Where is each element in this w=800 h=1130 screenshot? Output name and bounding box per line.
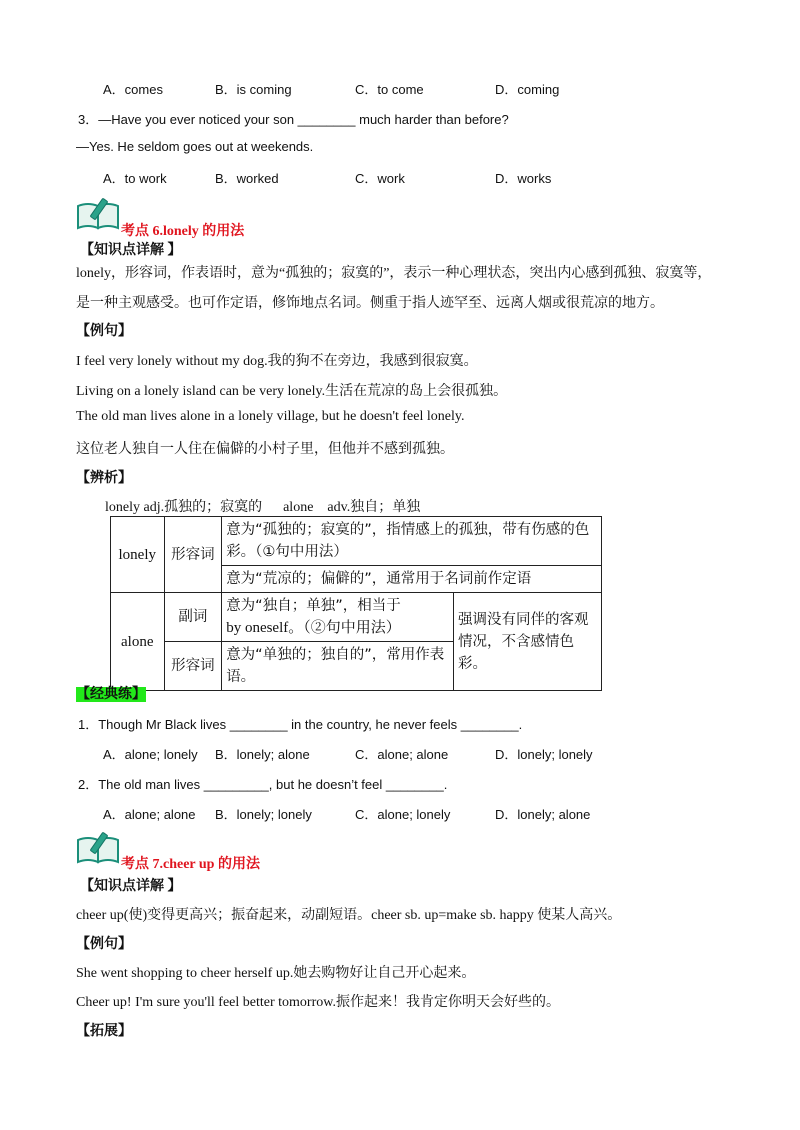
section6-analysis-line: lonely adj.孤独的；寂寞的 alone adv.独自；单独 — [105, 500, 421, 515]
table-word-lonely: lonely — [111, 517, 165, 593]
book-pencil-icon — [76, 196, 122, 230]
table-pos-adjective-2: 形容词 — [164, 642, 222, 691]
table-word-alone: alone — [111, 593, 165, 691]
section7-title: 考点 7.cheer up 的用法 — [121, 857, 260, 872]
practice-q1-option-c: C．alone; alone — [355, 747, 449, 762]
section7-example-label: 【例句】 — [76, 937, 132, 952]
q2-option-b: B．is coming — [215, 82, 292, 97]
section7-example-2: Cheer up! I'm sure you'll feel better tomorrow.振作起来！我肯定你明天会好些的。 — [76, 995, 560, 1010]
q3-option-d: D．works — [495, 171, 552, 186]
practice-q1-option-d: D．lonely; lonely — [495, 747, 593, 762]
table-alone-note: 强调没有同伴的客观情况，不含感情色彩。 — [454, 593, 602, 691]
q3-option-b: B．worked — [215, 171, 279, 186]
section6-explain-line1: lonely，形容词，作表语时，意为“孤独的；寂寞的”，表示一种心理状态，突出内心感到孤独、寂寞等， — [76, 266, 712, 281]
table-alone-meaning-1a: 意为“独自；单独”，相当于 — [226, 598, 401, 614]
practice-q2-option-c: C．alone; lonely — [355, 807, 451, 822]
practice-q2-option-a: A．alone; alone — [103, 807, 196, 822]
practice-q1-stem: 1．Though Mr Black lives ________ in the country, he never feels ________. — [78, 717, 523, 732]
section6-example-1: I feel very lonely without my dog.我的狗不在旁边，我感到很寂寞。 — [76, 354, 478, 369]
practice-q2-stem: 2．The old man lives _________, but he doesn’t feel ________. — [78, 777, 448, 792]
q2-option-a: A．comes — [103, 82, 163, 97]
section6-knowledge-label: 【知识点详解 】 — [80, 243, 182, 258]
q2-option-d: D．coming — [495, 82, 560, 97]
book-pencil-icon — [76, 830, 122, 864]
section6-analysis-label: 【辨析】 — [76, 471, 132, 486]
section7-extend-label: 【拓展】 — [76, 1024, 132, 1039]
practice-q1-option-a: A．alone; lonely — [103, 747, 198, 762]
practice-label: 【经典练】 — [76, 687, 146, 702]
section6-example-label: 【例句】 — [76, 324, 132, 339]
practice-q2-option-b: B．lonely; lonely — [215, 807, 312, 822]
section7-example-1: She went shopping to cheer herself up.她去购物好让自己开心起来。 — [76, 966, 476, 981]
section6-example-3: The old man lives alone in a lonely village, but he doesn't feel lonely. — [76, 409, 465, 424]
section6-explain-line2: 是一种主观感受。也可作定语，修饰地点名词。侧重于指人迹罕至、远离人烟或很荒凉的地方。 — [76, 296, 664, 311]
section6-title: 考点 6.lonely 的用法 — [121, 224, 245, 239]
q3-option-a: A．to work — [103, 171, 167, 186]
practice-q1-option-b: B．lonely; alone — [215, 747, 310, 762]
table-lonely-meaning-2: 意为“荒凉的；偏僻的”，通常用于名词前作定语 — [222, 566, 602, 593]
table-pos-adjective: 形容词 — [164, 517, 222, 593]
table-alone-meaning-1b: by oneself。（②句中用法） — [226, 620, 401, 636]
section7-explain: cheer up(使)变得更高兴；振奋起来，动副短语。cheer sb. up=make sb. happy 使某人高兴。 — [76, 908, 622, 923]
q3-reply: —Yes. He seldom goes out at weekends. — [76, 139, 314, 154]
lonely-alone-comparison-table — [110, 516, 602, 691]
q2-option-c: C．to come — [355, 82, 424, 97]
table-alone-meaning-1 — [222, 593, 454, 642]
q3-stem: 3．—Have you ever noticed your son ________ much harder than before? — [78, 112, 509, 127]
table-alone-meaning-2: 意为“单独的；独自的”，常用作表语。 — [222, 642, 454, 691]
table-lonely-meaning-1: 意为“孤独的；寂寞的”，指情感上的孤独，带有伤感的色彩。（①句中用法） — [222, 517, 602, 566]
q3-option-c: C．work — [355, 171, 405, 186]
practice-q2-option-d: D．lonely; alone — [495, 807, 591, 822]
practice-label-wrap — [76, 683, 146, 703]
section6-example-2: Living on a lonely island can be very lonely.生活在荒凉的岛上会很孤独。 — [76, 384, 508, 399]
section6-example-3-translation: 这位老人独自一人住在偏僻的小村子里，但他并不感到孤独。 — [76, 442, 454, 457]
section7-knowledge-label: 【知识点详解 】 — [80, 879, 182, 894]
table-pos-adverb: 副词 — [164, 593, 222, 642]
